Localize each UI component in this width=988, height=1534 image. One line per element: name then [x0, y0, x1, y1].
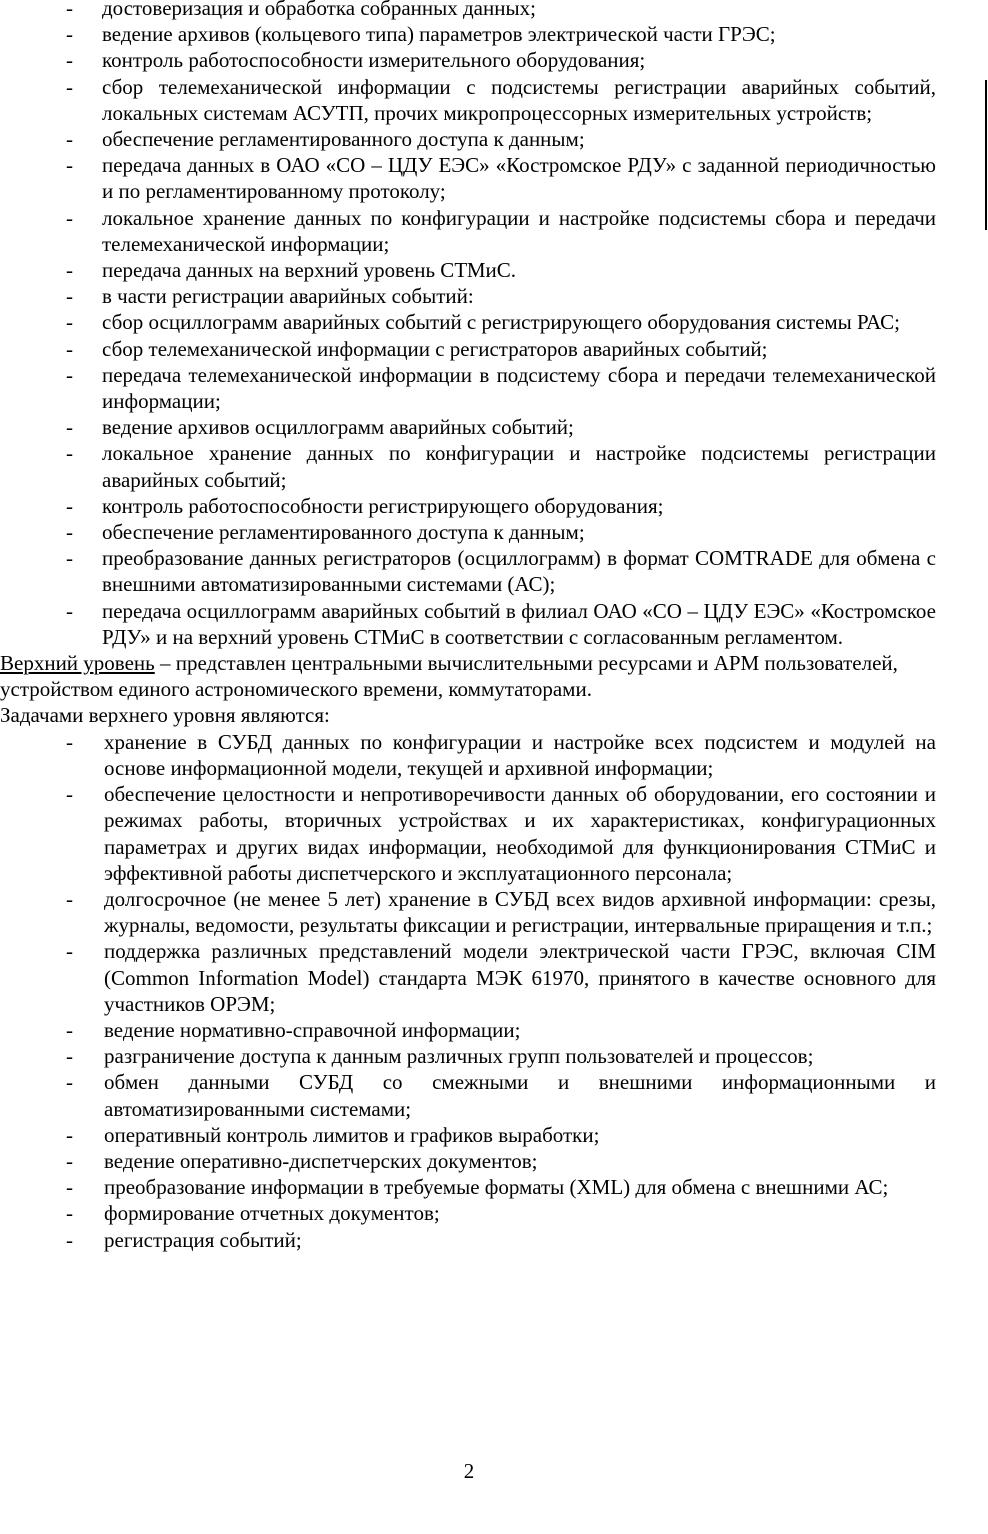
list-item-text: ведение архивов осциллограмм аварийных событий; [102, 415, 574, 440]
dash-bullet-icon: - [66, 48, 73, 73]
list-item-text: контроль работоспособности регистрирующего оборудования; [102, 493, 664, 518]
list-item [0, 362, 988, 414]
page-number: 2 [463, 1459, 475, 1483]
dash-bullet-icon: - [66, 415, 73, 440]
lower-level-tasks-list [0, 0, 988, 650]
list-item-text: ведение нормативно-справочной информации; [104, 1017, 521, 1042]
list-item-text: обеспечение регламентированного доступа к данным; [102, 127, 585, 152]
list-item [0, 74, 988, 126]
upper-level-paragraph [0, 650, 988, 702]
list-item [0, 1043, 988, 1069]
dash-bullet-icon: - [66, 1044, 73, 1069]
list-item-text: локальное хранение данных по конфигурации и настройке подсистемы сбора и передачи телемеханической информации; [102, 205, 936, 256]
list-item-text: сбор осциллограмм аварийных событий с регистрирующего оборудования системы РАС; [102, 310, 900, 335]
upper-level-heading: Верхний уровень [0, 651, 155, 676]
list-item-text: сбор телемеханической информации с регистраторов аварийных событий; [102, 336, 768, 361]
list-item-text: преобразование информации в требуемые форматы (XML) для обмена с внешними АС; [104, 1175, 889, 1200]
dash-bullet-icon: - [66, 153, 73, 178]
dash-bullet-icon: - [66, 1201, 73, 1226]
list-item [0, 519, 988, 545]
list-item [0, 1069, 988, 1121]
list-item [0, 1227, 988, 1253]
list-item-text: обеспечение целостности и непротиворечивости данных об оборудовании, его состоянии и режимах работы, вторичных устройствах и их характеристиках, конфигурационных параметрах и других видах информации, необходимой для функционирования СТМиС и эффективной работы диспетчерского и эксплуатационного персонала; [104, 782, 936, 885]
list-item-text: разграничение доступа к данным различных групп пользователей и процессов; [104, 1044, 814, 1069]
list-item-text: формирование отчетных документов; [104, 1201, 440, 1226]
list-item [0, 1200, 988, 1226]
list-item [0, 938, 988, 1017]
dash-bullet-icon: - [66, 1017, 73, 1042]
dash-bullet-icon: - [66, 782, 73, 807]
list-item [0, 309, 988, 335]
list-item [0, 886, 988, 938]
list-item-text: передача данных в ОАО «СО – ЦДУ ЕЭС» «Костромское РДУ» с заданной периодичностью и по регламентированному протоколу; [102, 153, 936, 204]
dash-bullet-icon: - [66, 310, 73, 335]
dash-bullet-icon: - [66, 22, 73, 47]
dash-bullet-icon: - [66, 441, 73, 466]
list-item [0, 257, 988, 283]
margin-rule [985, 80, 987, 230]
list-item [0, 47, 988, 73]
list-item-text: долгосрочное (не менее 5 лет) хранение в СУБД всех видов архивной информации: срезы, журналы, ведомости, результаты фиксации и регистрации, интервальные приращения и т.п.; [104, 886, 936, 938]
list-item [0, 598, 988, 650]
list-item [0, 545, 988, 597]
dash-bullet-icon: - [66, 205, 73, 230]
dash-bullet-icon: - [66, 258, 73, 283]
dash-bullet-icon: - [66, 1227, 73, 1252]
list-item-text: оперативный контроль лимитов и графиков выработки; [104, 1122, 600, 1147]
list-item-text: в части регистрации аварийных событий: [102, 284, 474, 309]
list-item-text: передача осциллограмм аварийных событий в филиал ОАО «СО – ЦДУ ЕЭС» «Костромское РДУ» и на верхний уровень СТМиС в соответствии с согласованным регламентом. [102, 598, 936, 649]
dash-bullet-icon: - [66, 74, 73, 99]
list-item [0, 414, 988, 440]
upper-level-description: – представлен центральными вычислительными ресурсами и АРМ пользователей, устройством единого астрономического времени, коммутаторами. [0, 651, 898, 702]
dash-bullet-icon: - [66, 336, 73, 361]
list-item-text: достоверизация и обработка собранных данных; [102, 0, 536, 20]
list-item-text: регистрация событий; [104, 1227, 302, 1252]
dash-bullet-icon: - [66, 1070, 73, 1095]
dash-bullet-icon: - [66, 546, 73, 571]
dash-bullet-icon: - [66, 520, 73, 545]
dash-bullet-icon: - [66, 362, 73, 387]
list-item-text: обмен данными СУБД со смежными и внешними информационными и автоматизированными системами; [104, 1070, 936, 1121]
list-item-text: ведение оперативно-диспетчерских документов; [104, 1148, 538, 1173]
list-item [0, 336, 988, 362]
list-item-text: преобразование данных регистраторов (осциллограмм) в формат COMTRADE для обмена с внешними автоматизированными системами (АС); [102, 546, 936, 597]
list-item-text: обеспечение регламентированного доступа к данным; [102, 520, 585, 545]
dash-bullet-icon: - [66, 127, 73, 152]
list-item-text: передача телемеханической информации в подсистему сбора и передачи телемеханической информации; [102, 362, 936, 414]
dash-bullet-icon: - [66, 1175, 73, 1200]
dash-bullet-icon: - [66, 0, 73, 20]
dash-bullet-icon: - [66, 598, 73, 623]
list-item [0, 1174, 988, 1200]
list-item [0, 152, 988, 204]
list-item [0, 283, 988, 309]
dash-bullet-icon: - [66, 939, 73, 964]
list-item [0, 781, 988, 886]
upper-level-tasks-list [0, 729, 988, 1253]
list-item [0, 205, 988, 257]
list-item [0, 729, 988, 781]
list-item-text: ведение архивов (кольцевого типа) параметров электрической части ГРЭС; [102, 22, 776, 47]
list-item [0, 493, 988, 519]
dash-bullet-icon: - [66, 1122, 73, 1147]
dash-bullet-icon: - [66, 886, 73, 911]
list-item [0, 0, 988, 21]
list-item-text: контроль работоспособности измерительного оборудования; [102, 48, 646, 73]
list-item-text: хранение в СУБД данных по конфигурации и настройке всех подсистем и модулей на основе информационной модели, текущей и архивной информации; [104, 729, 936, 780]
dash-bullet-icon: - [66, 284, 73, 309]
list-item-text: сбор телемеханической информации с подсистемы регистрации аварийных событий, локальных системам АСУТП, прочих микропроцессорных измерительных устройств; [102, 74, 936, 125]
dash-bullet-icon: - [66, 1148, 73, 1173]
list-item [0, 1017, 988, 1043]
list-item-text: локальное хранение данных по конфигурации и настройке подсистемы регистрации аварийных событий; [102, 441, 936, 492]
dash-bullet-icon: - [66, 493, 73, 518]
list-item [0, 1122, 988, 1148]
list-item [0, 21, 988, 47]
list-item [0, 126, 988, 152]
list-item-text: поддержка различных представлений модели электрической части ГРЭС, включая CIM (Common Information Model) стандарта МЭК 61970, принятого в качестве основного для участников ОРЭМ; [104, 939, 936, 1016]
list-item-text: передача данных на верхний уровень СТМиС. [102, 258, 517, 283]
list-item [0, 1148, 988, 1174]
list-item [0, 440, 988, 492]
tasks-intro: Задачами верхнего уровня являются: [0, 703, 330, 728]
dash-bullet-icon: - [66, 729, 73, 754]
